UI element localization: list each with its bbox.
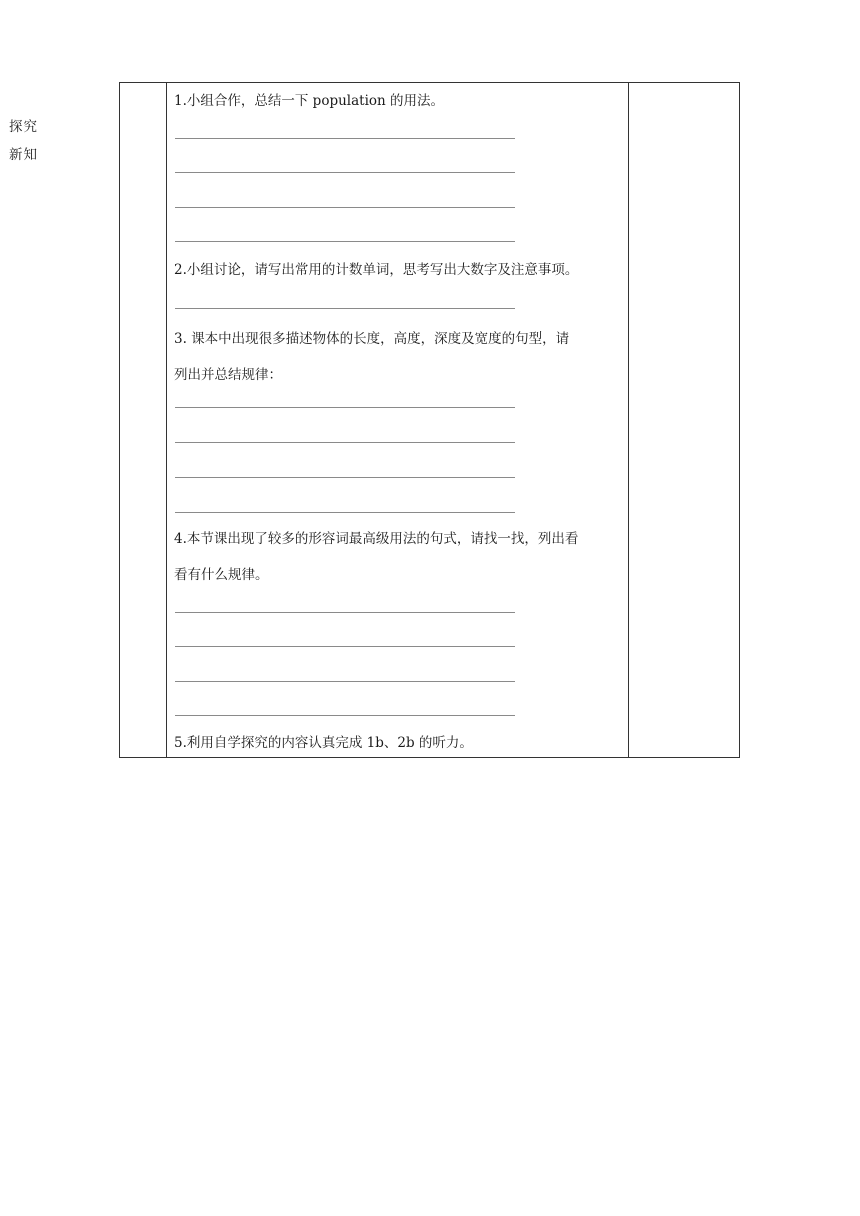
answer-line[interactable] xyxy=(175,512,515,513)
answer-line[interactable] xyxy=(175,241,515,242)
answer-line[interactable] xyxy=(175,407,515,408)
question-5: 5.利用自学探究的内容认真完成 1b、2b 的听力。 xyxy=(174,735,473,751)
section-label-column xyxy=(120,83,167,757)
section-label-line2: 新知 xyxy=(9,147,38,163)
section-label-line1: 探究 xyxy=(9,119,38,135)
answer-line[interactable] xyxy=(175,612,515,613)
answer-line[interactable] xyxy=(175,207,515,208)
answer-line[interactable] xyxy=(175,646,515,647)
question-4-line2: 看有什么规律。 xyxy=(174,567,269,583)
answer-line[interactable] xyxy=(175,442,515,443)
answer-line[interactable] xyxy=(175,681,515,682)
question-2: 2.小组讨论，请写出常用的计数单词，思考写出大数字及注意事项。 xyxy=(174,262,579,278)
question-1: 1.小组合作，总结一下 population 的用法。 xyxy=(174,93,444,109)
answer-line[interactable] xyxy=(175,715,515,716)
question-4-line1: 4.本节课出现了较多的形容词最高级用法的句式，请找一找，列出看 xyxy=(174,531,579,547)
answer-line[interactable] xyxy=(175,477,515,478)
answer-line[interactable] xyxy=(175,172,515,173)
answer-line[interactable] xyxy=(175,138,515,139)
notes-column xyxy=(628,83,739,757)
question-3-line1: 3. 课本中出现很多描述物体的长度，高度，深度及宽度的句型，请 xyxy=(174,331,570,347)
worksheet-table xyxy=(119,82,740,758)
question-3-line2: 列出并总结规律： xyxy=(174,367,282,383)
answer-line[interactable] xyxy=(175,308,515,309)
